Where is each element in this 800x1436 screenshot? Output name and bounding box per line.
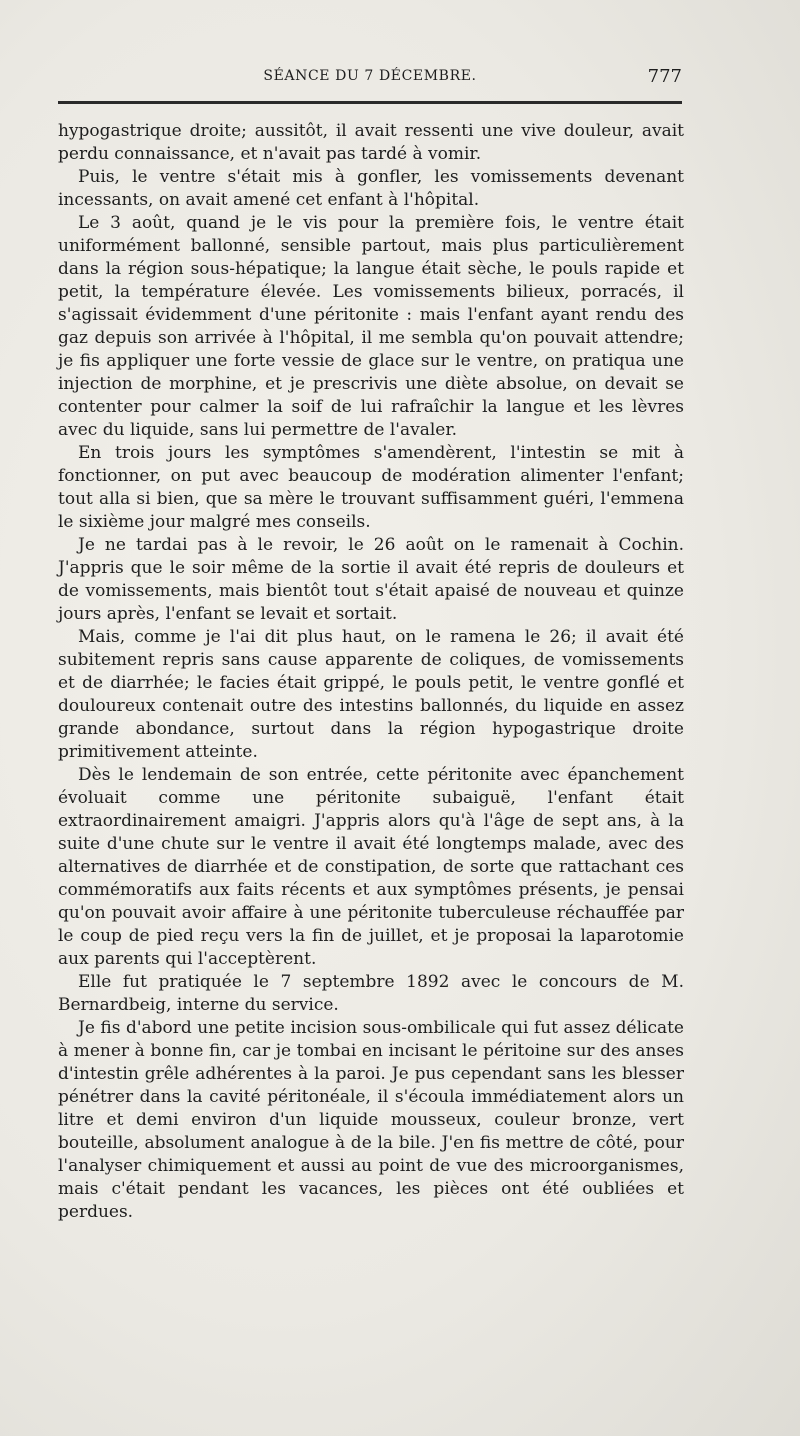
page-number: 777 bbox=[647, 66, 682, 87]
header-rule bbox=[58, 101, 682, 104]
paragraph: Elle fut pratiquée le 7 septembre 1892 avec le concours de M. Bernardbeig, interne du service. bbox=[58, 972, 684, 1015]
paragraph: Le 3 août, quand je le vis pour la première fois, le ventre était uniformément ballonné, sensible partout, mais plus particulièrement dans la région sous-hépatique; la langue était sèche, le pouls rapide et petit, la température élevée. Les vomissements bilieux, porracés, il s'agissait évidemment d'une péritonite : mais l'enfant ayant rendu des gaz depuis son arrivée à l'hôpital, il me sembla qu'on pouvait attendre; je fis appliquer une forte vessie de glace sur le ventre, on pratiqua une injection de morphine, et je prescrivis une diète absolue, on devait se contenter pour calmer la soif de lui rafraîchir la langue et les lèvres avec du liquide, sans lui permettre de l'avaler. bbox=[58, 213, 684, 440]
paragraph: Mais, comme je l'ai dit plus haut, on le ramena le 26; il avait été subitement repris sans cause apparente de coliques, de vomissements et de diarrhée; le facies était grippé, le pouls petit, le ventre gonflé et douloureux contenait outre des intestins ballonnés, du liquide en assez grande abondance, surtout dans la région hypogastrique droite primitivement atteinte. bbox=[58, 627, 684, 762]
running-head: SÉANCE DU 7 DÉCEMBRE. bbox=[263, 68, 477, 84]
paragraph: Je fis d'abord une petite incision sous-ombilicale qui fut assez délicate à mener à bonne fin, car je tombai en incisant le péritoine sur des anses d'intestin grêle adhérentes à la paroi. Je pus cependant sans les blesser pénétrer dans la cavité péritonéale, il s'écoula immédiatement alors un litre et demi environ d'un liquide mousseux, couleur bronze, vert bouteille, absolument analogue à de la bile. J'en fis mettre de côté, pour l'analyser chimiquement et aussi au point de vue des microorganismes, mais c'était pendant les vacances, les pièces ont été oubliées et perdues. bbox=[58, 1018, 684, 1222]
page-header bbox=[58, 66, 682, 96]
paragraph: En trois jours les symptômes s'amendèrent, l'intestin se mit à fonctionner, on put avec beaucoup de modération alimenter l'enfant; tout alla si bien, que sa mère le trouvant suffisamment guéri, l'emmena le sixième jour malgré mes conseils. bbox=[58, 443, 684, 532]
paragraph: Puis, le ventre s'était mis à gonfler, les vomissements devenant incessants, on avait amené cet enfant à l'hôpital. bbox=[58, 167, 684, 210]
paragraph-continuation: hypogastrique droite; aussitôt, il avait ressenti une vive douleur, avait perdu connaissance, et n'avait pas tardé à vomir. bbox=[58, 121, 684, 164]
body-text bbox=[58, 120, 684, 1224]
paragraph: Dès le lendemain de son entrée, cette péritonite avec épanchement évoluait comme une péritonite subaiguë, l'enfant était extraordinairement amaigri. J'appris alors qu'à l'âge de sept ans, à la suite d'une chute sur le ventre il avait été longtemps malade, avec des alternatives de diarrhée et de constipation, de sorte que rattachant ces commémoratifs aux faits récents et aux symptômes présents, je pensai qu'on pouvait avoir affaire à une péritonite tuberculeuse réchauffée par le coup de pied reçu vers la fin de juillet, et je proposai la laparotomie aux parents qui l'acceptèrent. bbox=[58, 765, 684, 969]
paragraph: Je ne tardai pas à le revoir, le 26 août on le ramenait à Cochin. J'appris que le soir même de la sortie il avait été repris de douleurs et de vomissements, mais bientôt tout s'était apaisé de nouveau et quinze jours après, l'enfant se levait et sortait. bbox=[58, 535, 684, 624]
